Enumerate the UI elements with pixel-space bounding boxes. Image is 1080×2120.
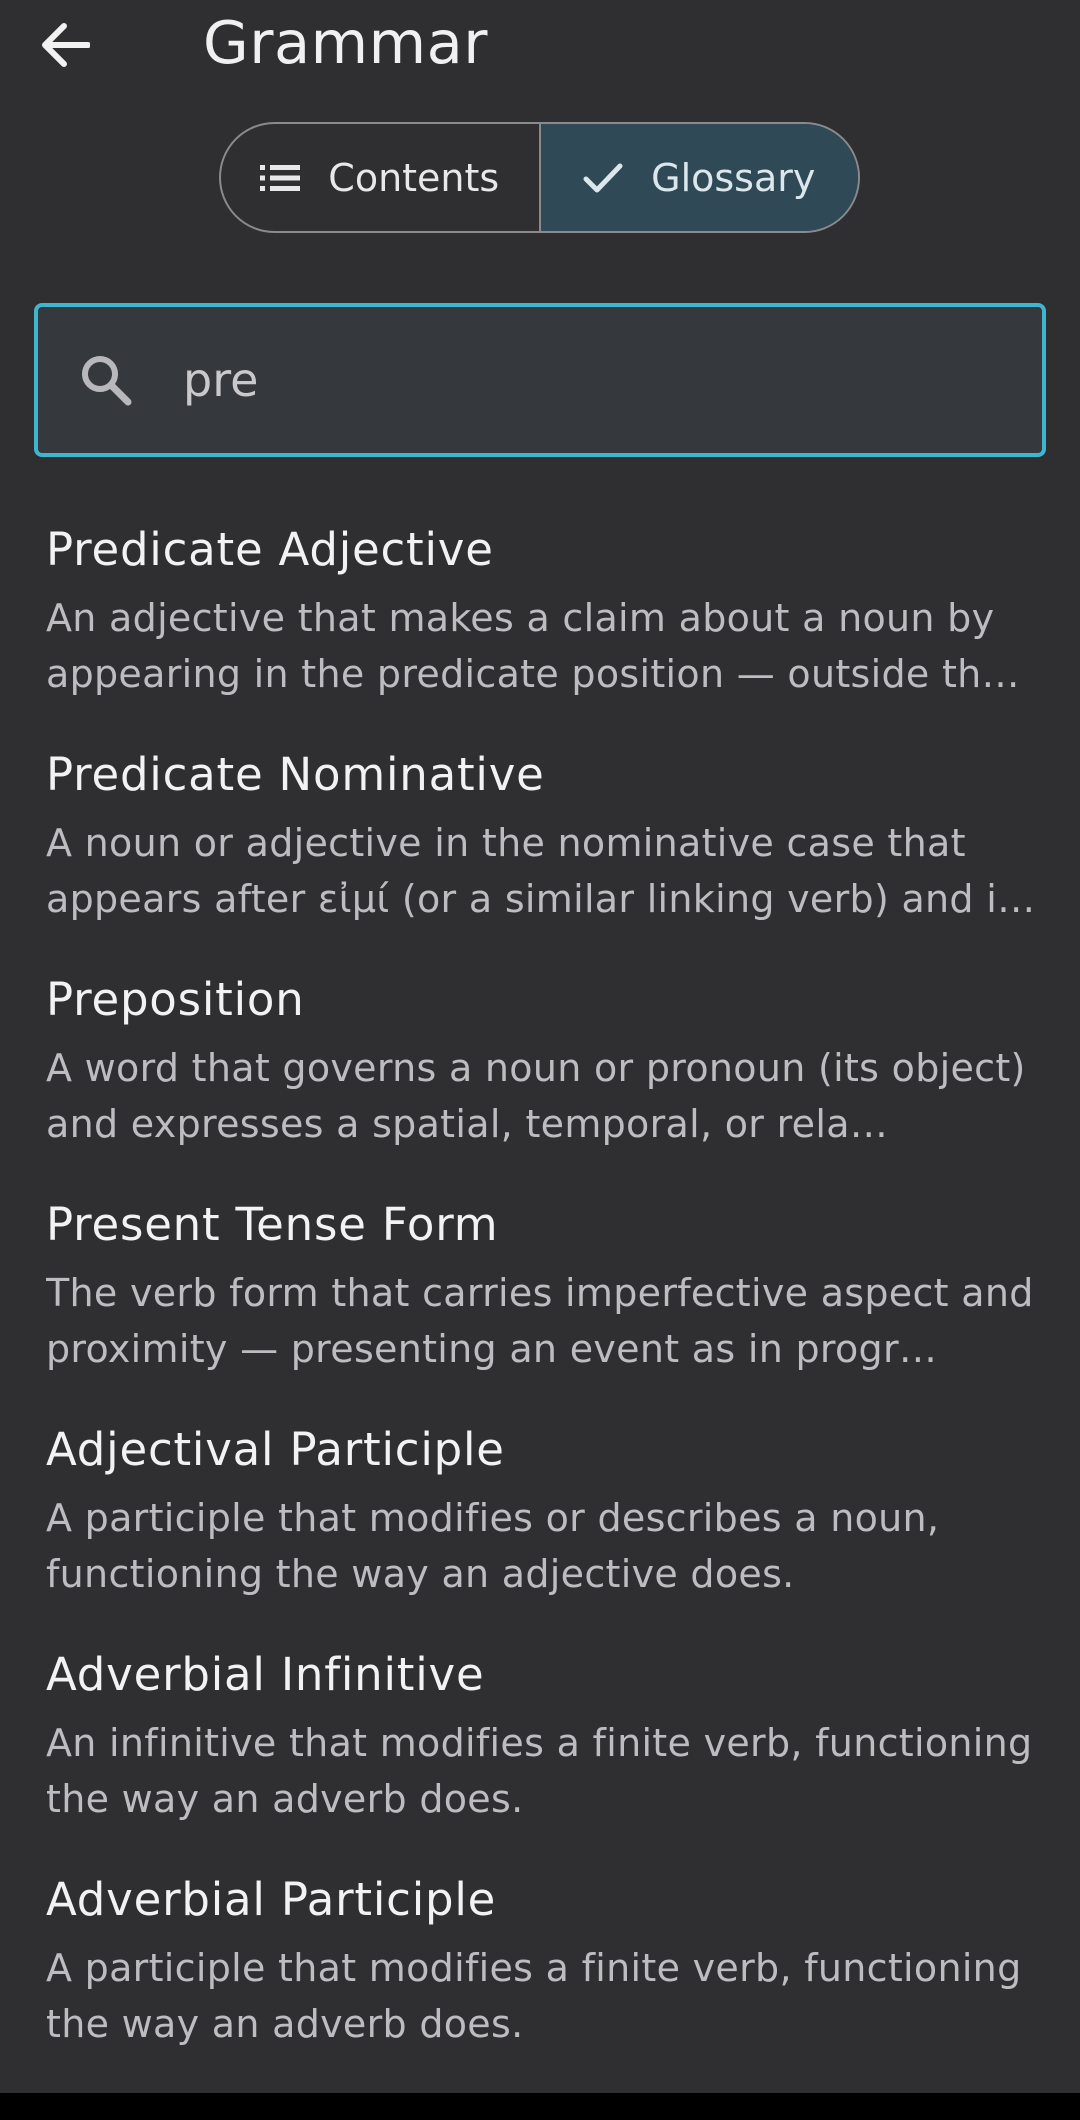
glossary-definition: An infinitive that modifies a finite verb, functioning the way an adverb does. — [46, 1721, 1033, 1821]
list-icon — [260, 164, 300, 192]
check-icon — [583, 162, 623, 194]
tab-contents[interactable] — [221, 124, 541, 231]
glossary-term: Adjectival Participle — [46, 1423, 505, 1476]
search-icon — [76, 350, 136, 410]
glossary-term: Predicate Nominative — [46, 748, 545, 801]
list-item[interactable] — [46, 1635, 1046, 1860]
glossary-term: Predicate Adjective — [46, 523, 494, 576]
glossary-definition: A noun or adjective in the nominative case that appears after εἰμί (or a similar linking verb) and i… — [46, 821, 1036, 921]
tab-glossary-label: Glossary — [651, 155, 816, 200]
app-bar — [0, 0, 1080, 90]
glossary-term: Adverbial Infinitive — [46, 1648, 485, 1701]
list-item[interactable] — [46, 1185, 1046, 1410]
glossary-definition: An adjective that makes a claim about a noun by appearing in the predicate position — outside th… — [46, 596, 1020, 696]
glossary-term: Adverbial Participle — [46, 1873, 497, 1926]
page-title: Grammar — [203, 8, 488, 77]
glossary-term: Preposition — [46, 973, 305, 1026]
arrow-left-icon — [40, 22, 90, 68]
search-field[interactable] — [34, 303, 1046, 457]
glossary-definition: A participle that modifies a finite verb, functioning the way an adverb does. — [46, 1946, 1022, 2046]
tab-contents-label: Contents — [328, 155, 500, 200]
list-item[interactable] — [46, 735, 1046, 960]
glossary-term: Present Tense Form — [46, 1198, 499, 1251]
glossary-definition: A word that governs a noun or pronoun (its object) and expresses a spatial, temporal, or rela… — [46, 1046, 1026, 1146]
back-button[interactable] — [40, 10, 120, 80]
search-input[interactable] — [183, 307, 1023, 453]
tab-glossary[interactable] — [541, 124, 859, 231]
glossary-definition: The verb form that carries imperfective aspect and proximity — presenting an event as in progr… — [46, 1271, 1034, 1371]
view-toggle — [219, 122, 860, 233]
list-item[interactable] — [46, 1410, 1046, 1635]
system-nav-bar — [0, 2093, 1080, 2120]
glossary-list — [46, 510, 1046, 2085]
glossary-definition: A participle that modifies or describes a noun, functioning the way an adjective does. — [46, 1496, 940, 1596]
list-item[interactable] — [46, 510, 1046, 735]
list-item[interactable] — [46, 1860, 1046, 2085]
list-item[interactable] — [46, 960, 1046, 1185]
